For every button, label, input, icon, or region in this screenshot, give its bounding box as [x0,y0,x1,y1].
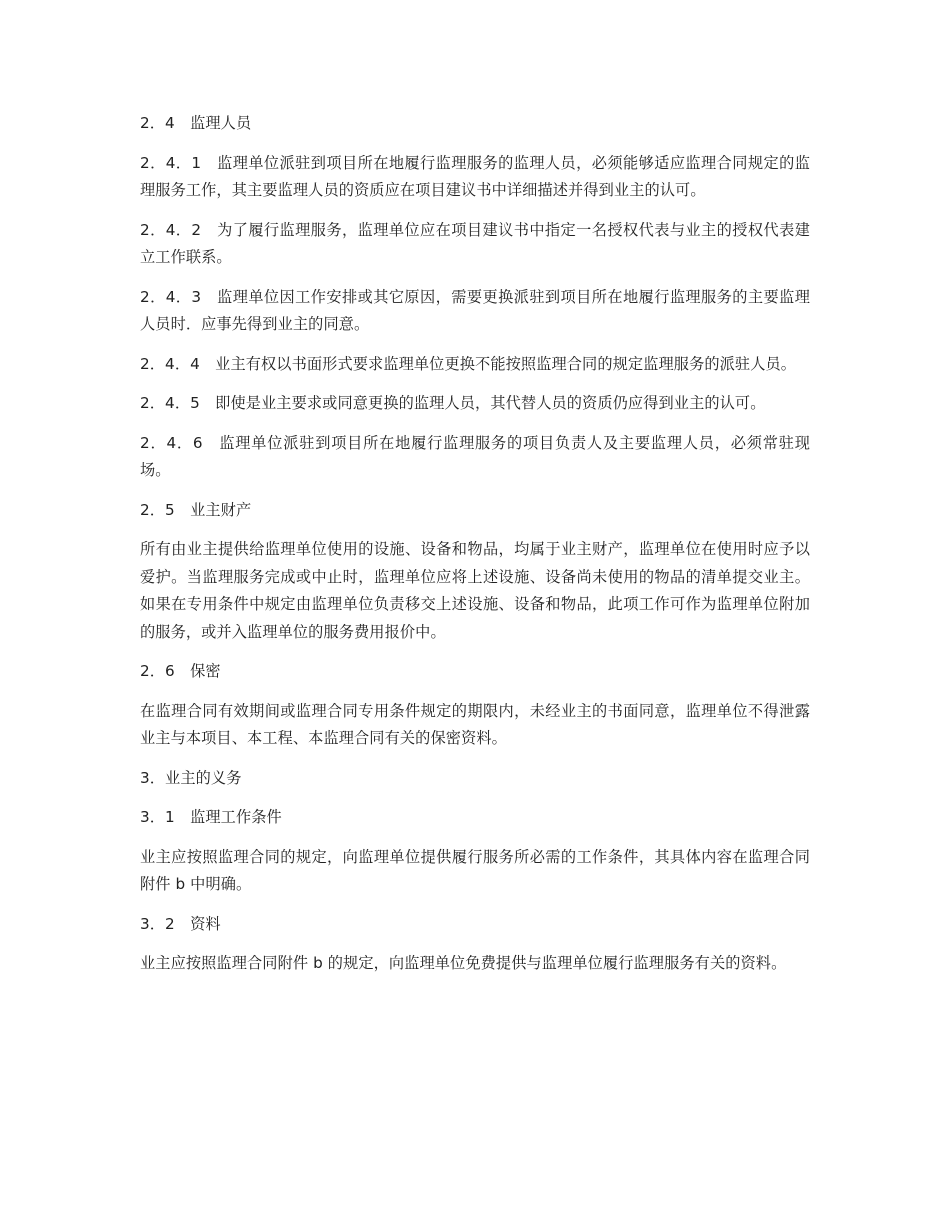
clause-2-4-4: 2．4．4 业主有权以书面形式要求监理单位更换不能按照监理合同的规定监理服务的派驻人员。 [140,354,797,373]
clause-2-4-1: 2．4．1 监理单位派驻到项目所在地履行监理服务的监理人员，必须能够适应监理合同规定的监理服务工作，其主要监理人员的资质应在项目建议书中详细描述并得到业主的认可。 [140,153,810,199]
body-paragraph-2-6: 在监理合同有效期间或监理合同专用条件规定的期限内，未经业主的书面同意，监理单位不得泄露业主与本项目、本工程、本监理合同有关的保密资料。 [140,701,810,747]
clause-2-4-2: 2．4．2 为了履行监理服务，监理单位应在项目建议书中指定一名授权代表与业主的授权代表建立工作联系。 [140,220,810,266]
section-heading-2-4: 2．4 监理人员 [140,114,252,132]
section-heading-2-5: 2．5 业主财产 [140,500,252,519]
body-paragraph-3-2: 业主应按照监理合同附件 b 的规定，向监理单位免费提供与监理单位履行监理服务有关的资料。 [140,954,787,972]
clause-2-4-3: 2．4．3 监理单位因工作安排或其它原因，需要更换派驻到项目所在地履行监理服务的主要监理人员时．应事先得到业主的同意。 [140,287,810,333]
body-paragraph-2-5: 所有由业主提供给监理单位使用的设施、设备和物品，均属于业主财产，监理单位在使用时应予以爱护。当监理服务完成或中止时，监理单位应将上述设施、设备尚未使用的物品的清单提交业主。如果在专用条件中规定由监理单位负责移交上述设施、设备和物品，此项工作可作为监理单位附加的服务，或并入监理单位的服务费用报价中。 [140,540,810,641]
document-page [140,110,810,990]
clause-2-4-5: 2．4．5 即使是业主要求或同意更换的监理人员，其代替人员的资质仍应得到业主的认可。 [140,394,766,412]
body-paragraph-3-1: 业主应按照监理合同的规定，向监理单位提供履行服务所必需的工作条件，其具体内容在监理合同附件 b 中明确。 [140,847,810,893]
chapter-heading-3: 3．业主的义务 [140,768,242,787]
section-heading-2-6: 2．6 保密 [140,662,221,680]
section-heading-3-2: 3．2 资料 [140,914,221,933]
clause-2-4-6: 2．4．6 监理单位派驻到项目所在地履行监理服务的项目负责人及主要监理人员，必须常驻现场。 [140,433,810,479]
section-heading-3-1: 3．1 监理工作条件 [140,808,282,826]
